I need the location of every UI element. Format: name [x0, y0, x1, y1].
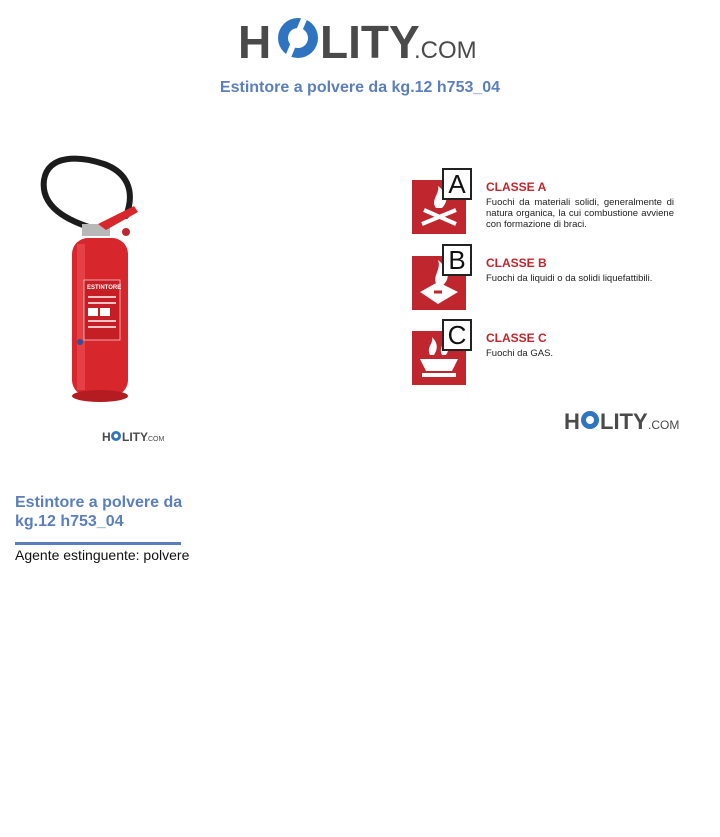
fire-class-b [412, 245, 712, 318]
extinguisher-label: ESTINTORE [87, 285, 122, 291]
class-letter: A [442, 168, 472, 200]
svg-text:H: H [102, 430, 111, 444]
class-letter: C [442, 319, 472, 351]
svg-text:LITY: LITY [122, 430, 148, 444]
product-description: Agente estinguente: polvere [15, 547, 190, 563]
class-title: CLASSE A [486, 180, 547, 194]
svg-text:LITY: LITY [600, 409, 648, 434]
product-name[interactable]: Estintore a polvere da kg.12 h753_04 [15, 494, 183, 530]
svg-text:.COM: .COM [648, 418, 680, 432]
svg-text:H: H [564, 409, 580, 434]
brand-logo-small-left [102, 428, 166, 444]
product-image[interactable] [14, 120, 200, 460]
svg-text:.COM: .COM [146, 436, 165, 443]
class-title: CLASSE C [486, 331, 547, 345]
brand-logo-right: LITY [320, 16, 420, 68]
divider [15, 542, 181, 545]
class-description: Fuochi da materiali solidi, generalmente di natura organica, la cui combustione avviene con formazione di braci. [486, 197, 674, 230]
page-title: Estintore a polvere da kg.12 h753_04 [219, 79, 501, 96]
fire-class-a [412, 169, 712, 242]
fire-extinguisher-icon [14, 120, 200, 460]
brand-logo-small-right [564, 405, 680, 435]
class-description: Fuochi da liquidi o da solidi liquefattibili. [486, 273, 653, 284]
class-title: CLASSE B [486, 256, 547, 270]
class-description: Fuochi da GAS. [486, 348, 554, 359]
class-letter: B [442, 244, 472, 276]
brand-logo-left: H [238, 16, 272, 68]
brand-logo-suffix: .COM [414, 37, 477, 64]
brand-logo[interactable] [238, 10, 483, 68]
fire-class-c [412, 320, 712, 393]
